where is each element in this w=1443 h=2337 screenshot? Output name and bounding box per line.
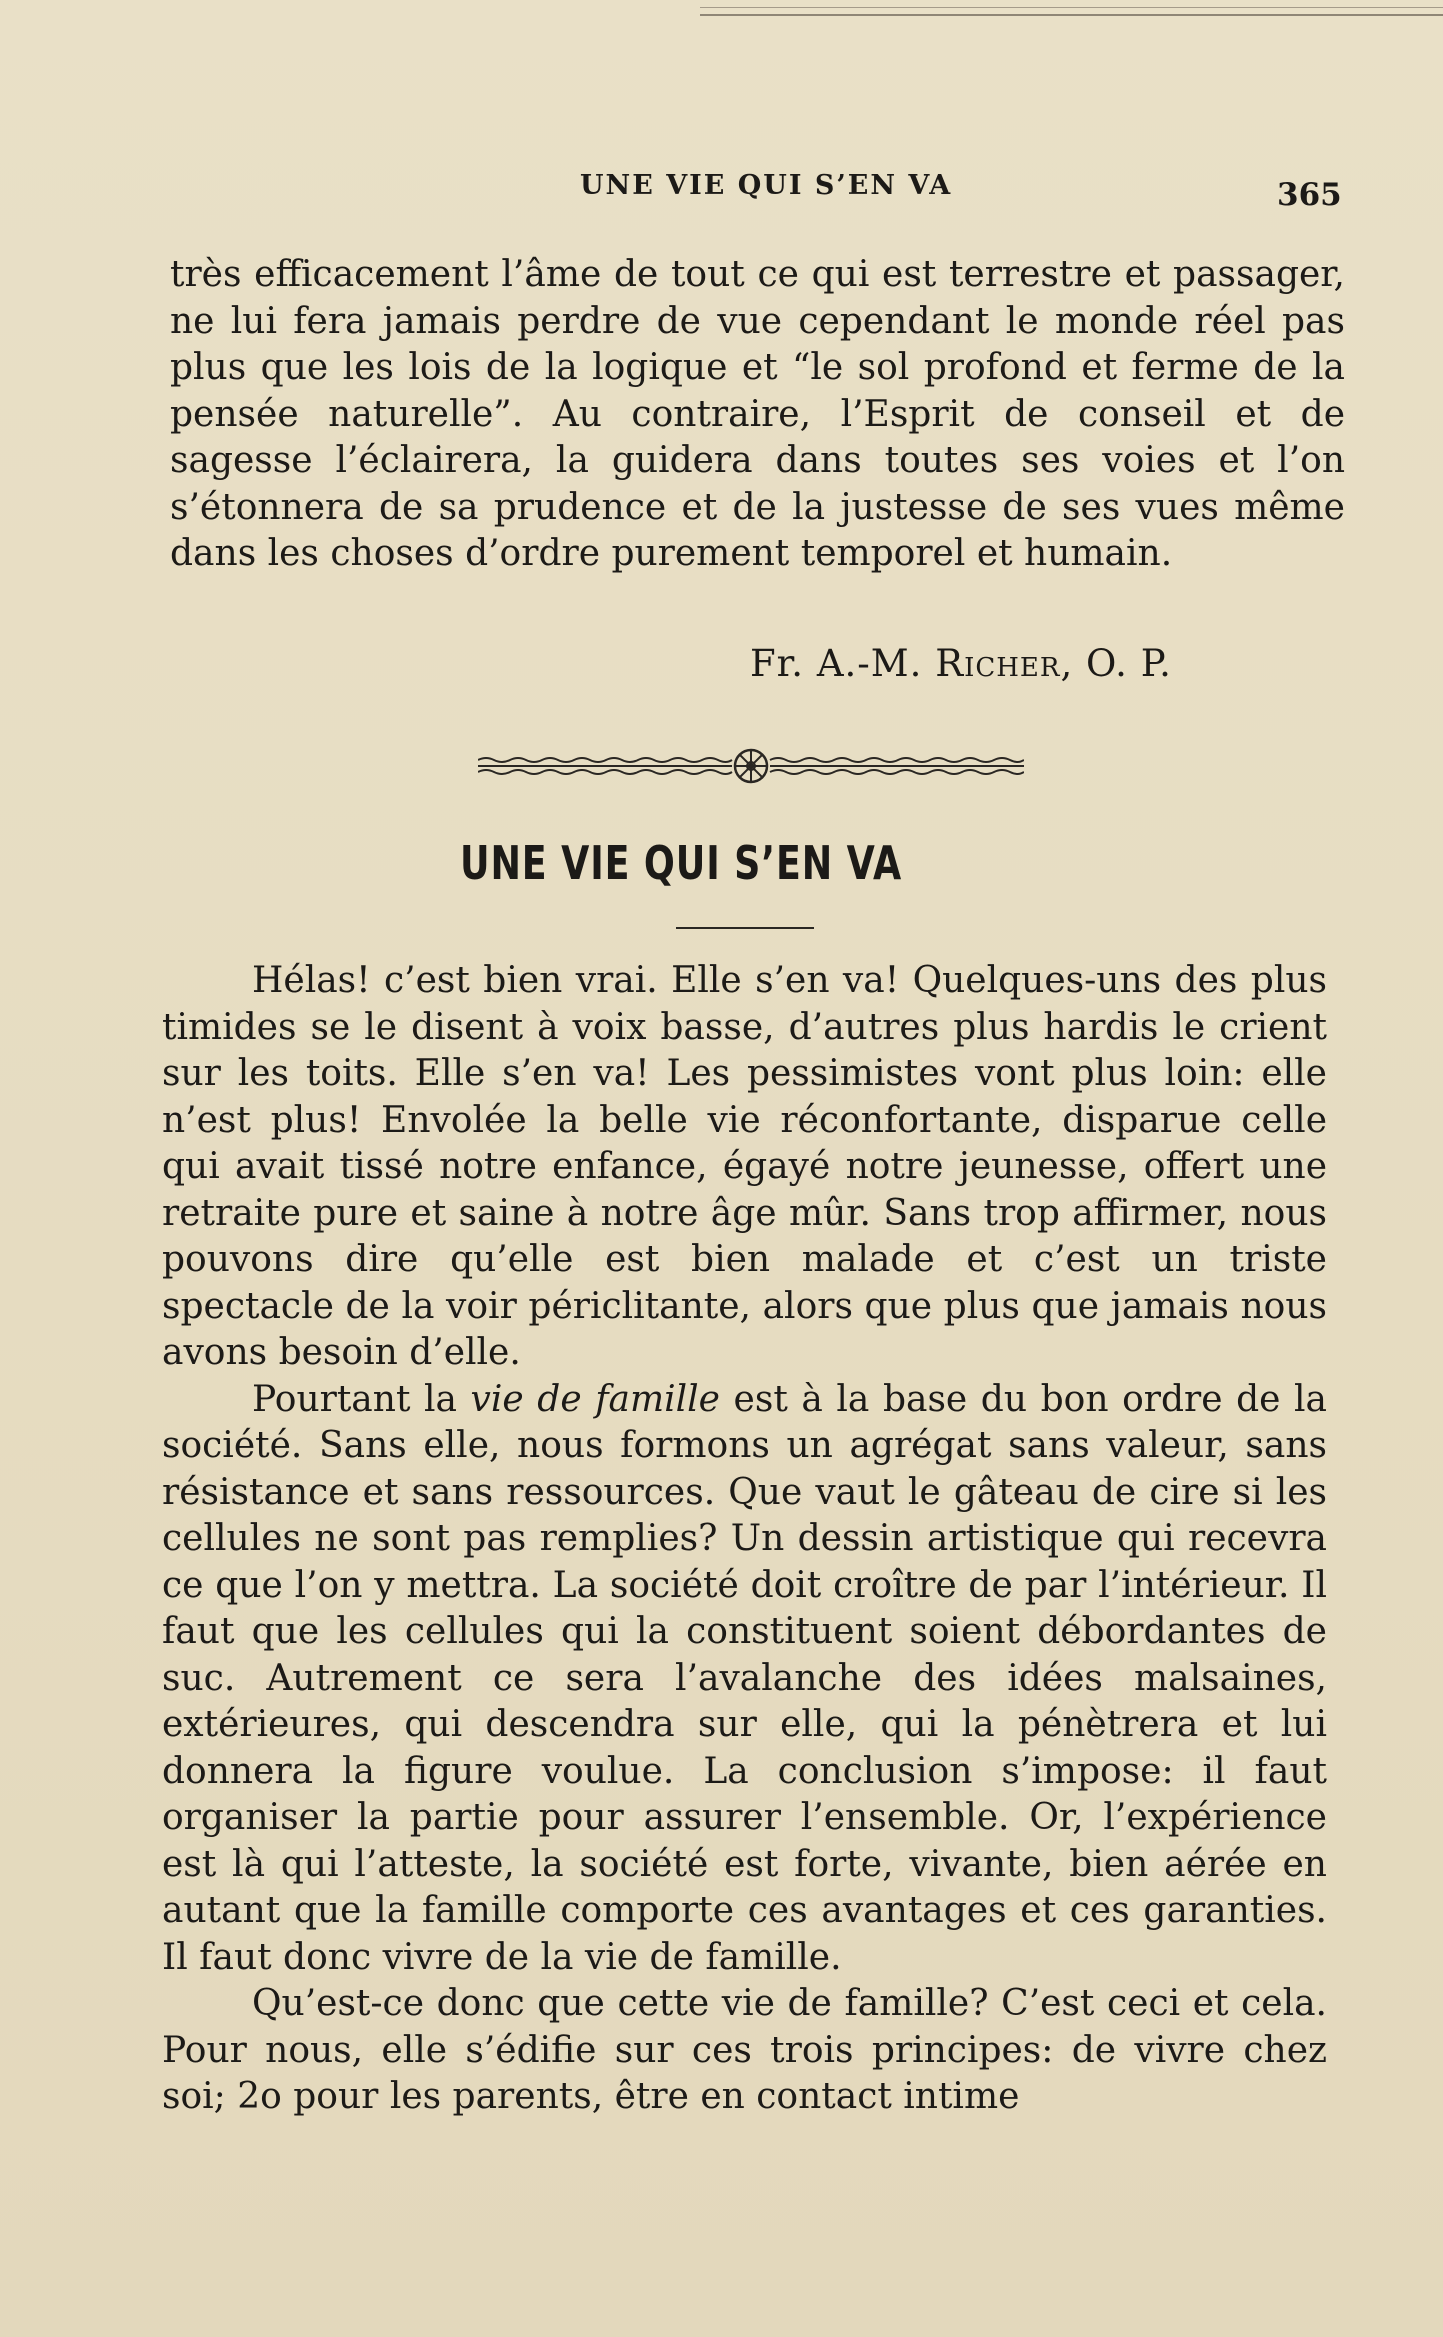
body-paragraph-2 [162,1377,1327,1982]
closing-paragraph: très efficacement l’âme de tout ce qui est terrestre et passager, ne lui fera jamais perdre de vue cependant le monde réel pas plus que les lois de la logique et “le sol profond et ferme de la pensée naturelle”. Au contraire, l’Esprit de conseil et de sagesse l’éclairera, la guidera dans toutes ses voies et l’on s’étonnera de sa prudence et de la justesse de ses vues même dans les choses d’ordre purement temporel et humain. [170,254,1345,574]
author-signature [750,642,1172,685]
paragraph-2-rest: est à la base du bon ordre de la société. Sans elle, nous formons un agrégat sans valeur, sans résistance et sans ressources. Que vaut le gâteau de cire si les cellules ne sont pas remplies? Un dessin artistique qui recevra ce que l’on y mettra. La société doit croître de par l’intérieur. Il faut que les cellules qui la constituent soient débordantes de suc. Autrement ce sera l’avalanche des idées malsaines, extérieures, qui descendra sur elle, qui la pénètrera et lui donnera la figure voulue. La conclusion s’impose: il faut organiser la partie pour assurer l’ensemble. Or, l’expérience est là qui l’atteste, la société est forte, vivante, bien aérée en autant que la famille comporte ces avantages et ces garanties. Il faut donc vivre de la vie de famille. [162,1378,1327,1978]
article-body [162,958,1327,2121]
page-top-edge [700,0,1443,16]
title-rule [676,927,814,929]
signature-name: Richer [935,642,1061,685]
paragraph-2-start: Pourtant la [252,1378,471,1420]
paragraph-2-emphasis: vie de famille [470,1378,720,1420]
running-head: UNE VIE QUI S’EN VA [580,170,953,201]
article-title: UNE VIE QUI S’EN VA [460,836,903,890]
signature-prefix: Fr. A.-M. [750,642,936,685]
page-number: 365 [1277,177,1342,213]
section-ornament [478,746,1024,786]
signature-suffix: , O. P. [1060,642,1172,685]
body-paragraph-1: Hélas! c’est bien vrai. Elle s’en va! Quelques-uns des plus timides se le disent à voix basse, d’autres plus hardis le crient sur les toits. Elle s’en va! Les pessimistes vont plus loin: elle n’est plus! Envolée la belle vie réconfortante, disparue celle qui avait tissé notre enfance, égayé notre jeunesse, offert une retraite pure et saine à notre âge mûr. Sans trop affirmer, nous pouvons dire qu’elle est bien malade et c’est un triste spectacle de la voir périclitante, alors que plus que jamais nous avons besoin d’elle. [162,960,1327,1373]
body-paragraph-3: Qu’est-ce donc que cette vie de famille? C’est ceci et cela. Pour nous, elle s’édifie sur ces trois principes: de vivre chez soi; 2o pour les parents, être en contact intime [162,1983,1327,2117]
previous-article-closing [170,252,1345,578]
